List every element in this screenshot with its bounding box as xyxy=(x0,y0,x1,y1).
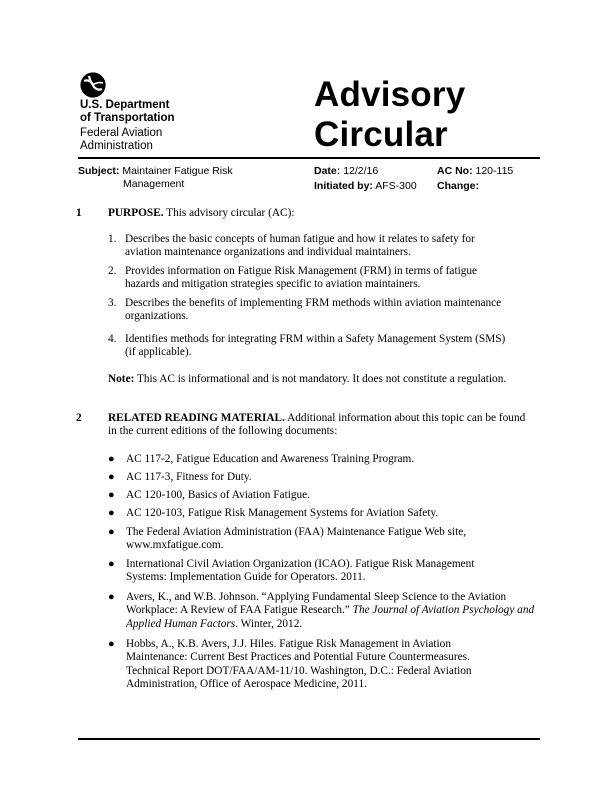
list-item xyxy=(108,265,508,292)
ac-number-value: 120-115 xyxy=(475,165,514,177)
subject-label: Subject: xyxy=(78,165,120,177)
department-name-line2: of Transportation xyxy=(80,112,175,124)
section-1-intro: This advisory circular (AC): xyxy=(166,207,295,219)
header-divider xyxy=(78,157,540,159)
reference-text: AC 120-100, Basics of Aviation Fatigue. xyxy=(126,489,310,501)
bullet-icon: ● xyxy=(108,558,115,570)
dot-logo-icon xyxy=(80,72,106,98)
reference-text: AC 117-3, Fitness for Duty. xyxy=(126,471,252,483)
reference-text: AC 117-2, Fatigue Education and Awareness Training Program. xyxy=(126,453,415,465)
list-item-text: Describes the benefits of implementing FRM methods within aviation maintenance organizations. xyxy=(125,297,502,323)
reference-text: International Civil Aviation Organization (ICAO). Fatigue Risk Management Systems: Implementation Guide for Operators. 2011. xyxy=(126,558,475,584)
list-item-text: Provides information on Fatigue Risk Management (FRM) in terms of fatigue hazards and mitigation strategies specific to aviation maintainers. xyxy=(125,265,478,291)
list-item xyxy=(108,333,508,360)
reference-text-part: Avers, K., and W.B. Johnson. “Applying Fundamental Sleep Science to the Aviation Workplace: A Review of FAA Fatigue Research.” xyxy=(126,591,507,617)
reference-text xyxy=(126,591,536,631)
reference-list-item xyxy=(108,591,533,631)
footer-divider xyxy=(78,738,540,740)
change-label: Change: xyxy=(437,180,479,192)
bullet-icon: ● xyxy=(108,591,115,603)
section-2-heading: RELATED READING MATERIAL. xyxy=(108,412,285,424)
bullet-icon: ● xyxy=(108,507,115,519)
initiated-by-field xyxy=(314,180,417,193)
list-item-text: Describes the basic concepts of human fatigue and how it relates to safety for aviation maintenance organizations and individual maintainers. xyxy=(125,233,475,259)
date-label: Date: xyxy=(314,165,341,177)
agency-name-line2: Administration xyxy=(80,140,153,152)
reference-list-item xyxy=(108,507,533,520)
bullet-icon: ● xyxy=(108,471,115,483)
subject-value-line1: Maintainer Fatigue Risk xyxy=(122,165,233,177)
note-label: Note: xyxy=(108,373,135,385)
section-1-heading-paragraph xyxy=(108,207,528,220)
reference-list-item xyxy=(108,526,533,553)
department-name-line1: U.S. Department xyxy=(80,99,170,111)
reference-list-item xyxy=(108,638,533,692)
ac-number-field xyxy=(437,165,513,178)
reference-text: Hobbs, A., K.B. Avers, J.J. Hiles. Fatigue Risk Management in Aviation Maintenance: Current Best Practices and Potential Future Countermeasures. Technical Report DOT/FAA/AM-11/10. Washington, D.C.: Federal Aviation Administration, Office of Aerospace Medicine, 2011. xyxy=(126,638,472,691)
document-type-title-line2: Circular xyxy=(314,115,448,154)
reference-list-item xyxy=(108,489,533,502)
subject-value-line2: Management xyxy=(123,178,185,190)
section-2-intro: Additional information about this topic can be found in the current editions of the following documents: xyxy=(108,412,526,438)
agency-name-line1: Federal Aviation xyxy=(80,127,163,139)
list-item-number: 4. xyxy=(108,333,117,345)
section-2-number: 2 xyxy=(76,412,82,424)
list-item-number: 2. xyxy=(108,265,117,277)
section-1-heading: PURPOSE. xyxy=(108,207,164,219)
list-item-text: Identifies methods for integrating FRM within a Safety Management System (SMS) (if applicable). xyxy=(125,333,506,359)
list-item xyxy=(108,233,508,260)
bullet-icon: ● xyxy=(108,526,115,538)
initiated-by-value: AFS-300 xyxy=(375,180,417,192)
list-item xyxy=(108,297,508,324)
note-text: This AC is informational and is not mandatory. It does not constitute a regulation. xyxy=(136,373,507,385)
section-2-heading-paragraph xyxy=(108,412,526,439)
date-value: 12/2/16 xyxy=(343,165,379,177)
initiated-by-label: Initiated by: xyxy=(314,180,373,192)
section-1-note xyxy=(108,373,518,386)
subject-field xyxy=(78,165,233,178)
reference-text-part: . Winter, 2012. xyxy=(235,617,303,630)
list-item-number: 1. xyxy=(108,233,117,245)
ac-number-label: AC No: xyxy=(437,165,473,177)
list-item-number: 3. xyxy=(108,297,117,309)
journal-title: The Journal of Aviation Psychology and Applied Human Factors xyxy=(126,604,535,630)
section-1-number: 1 xyxy=(76,207,82,219)
reference-text: AC 120-103, Fatigue Risk Management Systems for Aviation Safety. xyxy=(126,507,439,519)
bullet-icon: ● xyxy=(108,638,115,650)
document-type-title-line1: Advisory xyxy=(314,75,466,114)
bullet-icon: ● xyxy=(108,453,115,465)
reference-list-item xyxy=(108,471,533,484)
bullet-icon: ● xyxy=(108,489,115,501)
reference-text: The Federal Aviation Administration (FAA) Maintenance Fatigue Web site, www.mxfatigue.com. xyxy=(126,526,467,552)
date-field xyxy=(314,165,378,178)
reference-list-item xyxy=(108,453,533,466)
reference-list-item xyxy=(108,558,533,585)
